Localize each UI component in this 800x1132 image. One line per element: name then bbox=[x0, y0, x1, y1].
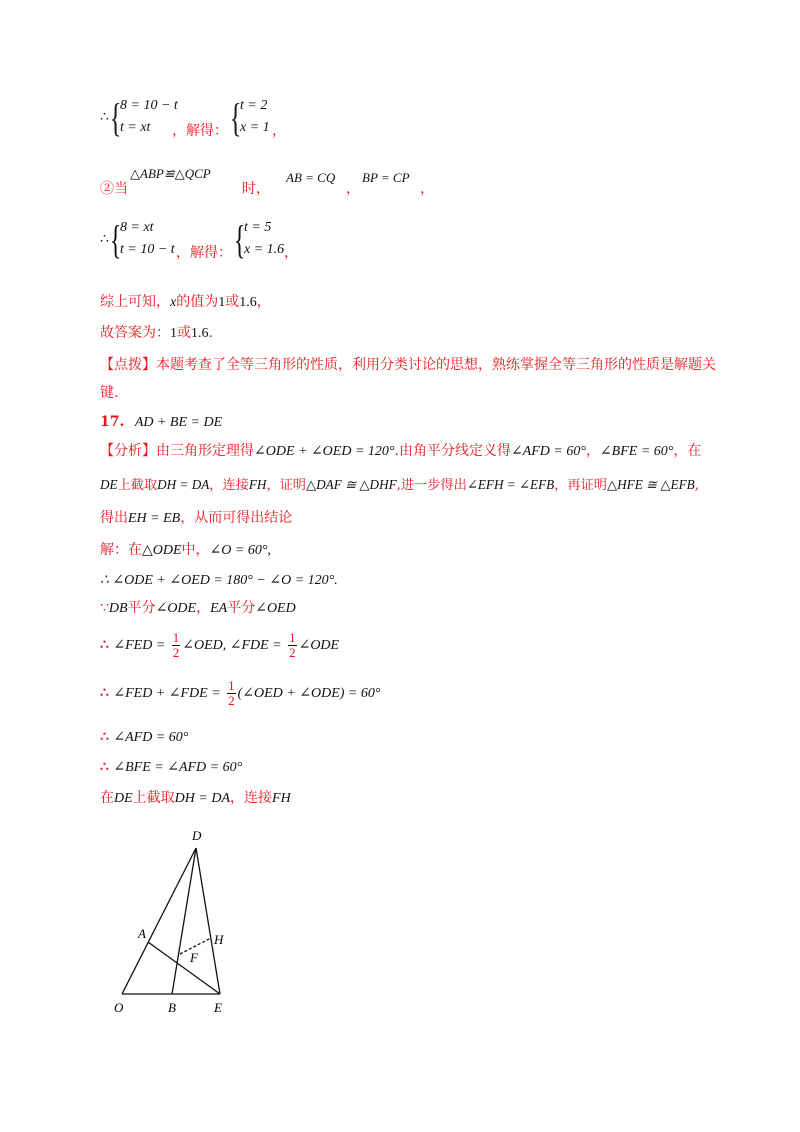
system-2 bbox=[100, 218, 400, 264]
question-expression: AD + BE = DE bbox=[134, 415, 223, 430]
math: DE bbox=[100, 477, 118, 492]
comma: ， bbox=[284, 245, 298, 261]
label-F: F bbox=[190, 950, 198, 965]
solution-line-8 bbox=[100, 788, 291, 809]
when-label: 时， bbox=[242, 181, 270, 197]
math: FH bbox=[272, 791, 291, 806]
text: ，连接 bbox=[230, 790, 273, 806]
text: 平分 bbox=[127, 600, 156, 616]
analysis-label: 【分析】 bbox=[100, 443, 156, 459]
segment-EA bbox=[148, 942, 220, 994]
equation: AB = CQ bbox=[286, 170, 336, 185]
or-text: 或 bbox=[225, 294, 240, 310]
text: , bbox=[694, 478, 699, 493]
math: ∠O = 60°, bbox=[209, 543, 271, 558]
solution-line-4 bbox=[100, 628, 339, 663]
solution-line-2 bbox=[100, 570, 338, 591]
therefore-symbol: ∴ bbox=[100, 637, 109, 653]
therefore-symbol: ∴ bbox=[100, 685, 109, 701]
text: 解：在 bbox=[100, 542, 142, 558]
equation: BP = CP bbox=[362, 170, 410, 185]
math: ∠AFD = 60° bbox=[113, 730, 189, 745]
case-2-line bbox=[100, 166, 500, 200]
text: 上截取 bbox=[132, 790, 175, 806]
text: ，在 bbox=[673, 443, 702, 459]
denominator: 2 bbox=[172, 644, 180, 660]
segment-DB bbox=[172, 848, 196, 994]
solution-line-5 bbox=[100, 676, 380, 711]
label-D: D bbox=[192, 828, 202, 843]
analysis-line-2 bbox=[100, 475, 699, 496]
text: 平分 bbox=[227, 600, 256, 616]
text: ，证明 bbox=[266, 478, 306, 493]
variable: x bbox=[170, 295, 177, 310]
or-text: 或 bbox=[177, 325, 191, 341]
tip-label: 【点拨】 bbox=[100, 357, 156, 373]
math: FH bbox=[248, 477, 267, 492]
text: 由三角形定理得 bbox=[156, 443, 254, 459]
question-number: 17. bbox=[100, 414, 125, 430]
numerator: 1 bbox=[228, 677, 235, 693]
equation: 8 = 10 − t bbox=[120, 98, 178, 113]
equation: 8 = xt bbox=[120, 220, 154, 235]
segment-OD bbox=[122, 848, 196, 994]
text: 在 bbox=[100, 790, 114, 806]
numerator: 1 bbox=[289, 629, 296, 645]
denominator: 2 bbox=[228, 692, 235, 708]
congruence-condition: △ABP≌△QCP bbox=[130, 166, 211, 181]
math: ∠OED bbox=[255, 601, 296, 616]
summary-line bbox=[100, 292, 271, 313]
left-brace: { bbox=[109, 217, 122, 262]
equation: t = xt bbox=[120, 120, 151, 135]
value: 1 bbox=[218, 295, 226, 310]
math: (∠OED + ∠ODE) = 60° bbox=[237, 686, 381, 701]
value: 1.6 bbox=[191, 326, 209, 341]
solution: t = 2 bbox=[240, 98, 268, 113]
solution: x = 1.6 bbox=[244, 242, 285, 257]
solution-line-3 bbox=[100, 598, 296, 619]
because-symbol: ∵ bbox=[100, 600, 109, 616]
fraction-half bbox=[172, 631, 181, 660]
tip-line-1 bbox=[100, 355, 716, 375]
summary-text: 的值为 bbox=[176, 294, 219, 310]
therefore-symbol: ∴ bbox=[100, 729, 109, 745]
text: ，再证明 bbox=[554, 478, 607, 493]
question-17 bbox=[100, 412, 222, 433]
text: 得出 bbox=[100, 510, 128, 526]
label-O: O bbox=[114, 1000, 124, 1015]
left-brace: { bbox=[229, 95, 242, 140]
left-brace: { bbox=[109, 95, 122, 140]
solution-line-1 bbox=[100, 540, 271, 561]
answer-line bbox=[100, 323, 213, 344]
text: 上截取 bbox=[117, 478, 158, 493]
math: EH = EB bbox=[128, 511, 181, 526]
label-B: B bbox=[168, 1000, 176, 1015]
solution: x = 1 bbox=[240, 120, 270, 135]
therefore-symbol: ∴ bbox=[100, 759, 109, 775]
value: 1 bbox=[170, 326, 177, 341]
denominator: 2 bbox=[289, 644, 296, 660]
math: DH = DA bbox=[174, 791, 231, 806]
punct: ， bbox=[256, 294, 271, 310]
left-brace: { bbox=[233, 217, 246, 262]
answer-label: 故答案为： bbox=[100, 325, 170, 341]
fraction-half bbox=[227, 679, 236, 708]
system-1 bbox=[100, 96, 400, 142]
tip-text: 键. bbox=[100, 385, 119, 401]
tip-line-2 bbox=[100, 383, 118, 403]
text: ,进一步得出 bbox=[396, 478, 467, 493]
segment-DE bbox=[196, 848, 220, 994]
solve-label: ，解得： bbox=[176, 245, 232, 261]
comma: ， bbox=[346, 181, 360, 197]
therefore-symbol: ∴ bbox=[100, 231, 109, 247]
therefore-symbol: ∴ bbox=[100, 109, 109, 125]
text: ，从而可得出结论 bbox=[180, 510, 293, 526]
math: △ODE bbox=[142, 543, 182, 558]
math: ∠ODE bbox=[155, 601, 197, 616]
math: △HFE ≅ △EFB bbox=[606, 477, 695, 492]
tip-text: 本题考查了全等三角形的性质，利用分类讨论的思想，熟练掌握全等三角形的性质是解题关 bbox=[156, 357, 716, 373]
math: DH = DA bbox=[157, 477, 210, 492]
case-prefix: ②当 bbox=[100, 181, 128, 197]
comma: ， bbox=[420, 181, 434, 197]
solution-line-7 bbox=[100, 757, 242, 778]
math: EA bbox=[210, 601, 228, 616]
label-H: H bbox=[214, 932, 224, 947]
math: △DAF ≅ △DHF bbox=[306, 477, 397, 492]
solve-label: ，解得： bbox=[172, 123, 228, 139]
fraction-half bbox=[288, 631, 297, 660]
math: ∠BFE = ∠AFD = 60° bbox=[113, 760, 243, 775]
math: ∠FED + ∠FDE = bbox=[113, 686, 221, 701]
text: ， bbox=[196, 600, 211, 616]
math: ∴ ∠ODE + ∠OED = 180° − ∠O = 120°. bbox=[100, 573, 338, 588]
text: ， bbox=[585, 443, 600, 459]
math: ∠FED = bbox=[113, 638, 166, 653]
label-A: A bbox=[138, 926, 146, 941]
punct: . bbox=[208, 325, 213, 341]
solution-line-6 bbox=[100, 727, 188, 748]
math: ∠BFE = 60° bbox=[599, 444, 674, 459]
math: ∠EFH = ∠EFB bbox=[466, 477, 555, 492]
summary-text: 综上可知， bbox=[100, 294, 170, 310]
math: ∠OED, ∠FDE = bbox=[182, 638, 282, 653]
value: 1.6 bbox=[239, 295, 257, 310]
math: ∠ODE + ∠OED = 120° bbox=[254, 444, 395, 459]
numerator: 1 bbox=[172, 629, 180, 645]
text: .由角平分线定义得 bbox=[394, 443, 511, 459]
analysis-line-3 bbox=[100, 508, 292, 529]
math: ∠AFD = 60° bbox=[510, 444, 586, 459]
analysis-line-1 bbox=[100, 441, 701, 462]
solution: t = 5 bbox=[244, 220, 272, 235]
geometry-figure bbox=[108, 826, 248, 1016]
text: ，连接 bbox=[209, 478, 249, 493]
text: 中， bbox=[181, 542, 210, 558]
math: DE bbox=[114, 791, 133, 806]
math: DB bbox=[108, 601, 128, 616]
equation: t = 10 − t bbox=[120, 242, 175, 257]
comma: ， bbox=[272, 123, 286, 139]
label-E: E bbox=[214, 1000, 222, 1015]
math: ∠ODE bbox=[298, 638, 340, 653]
